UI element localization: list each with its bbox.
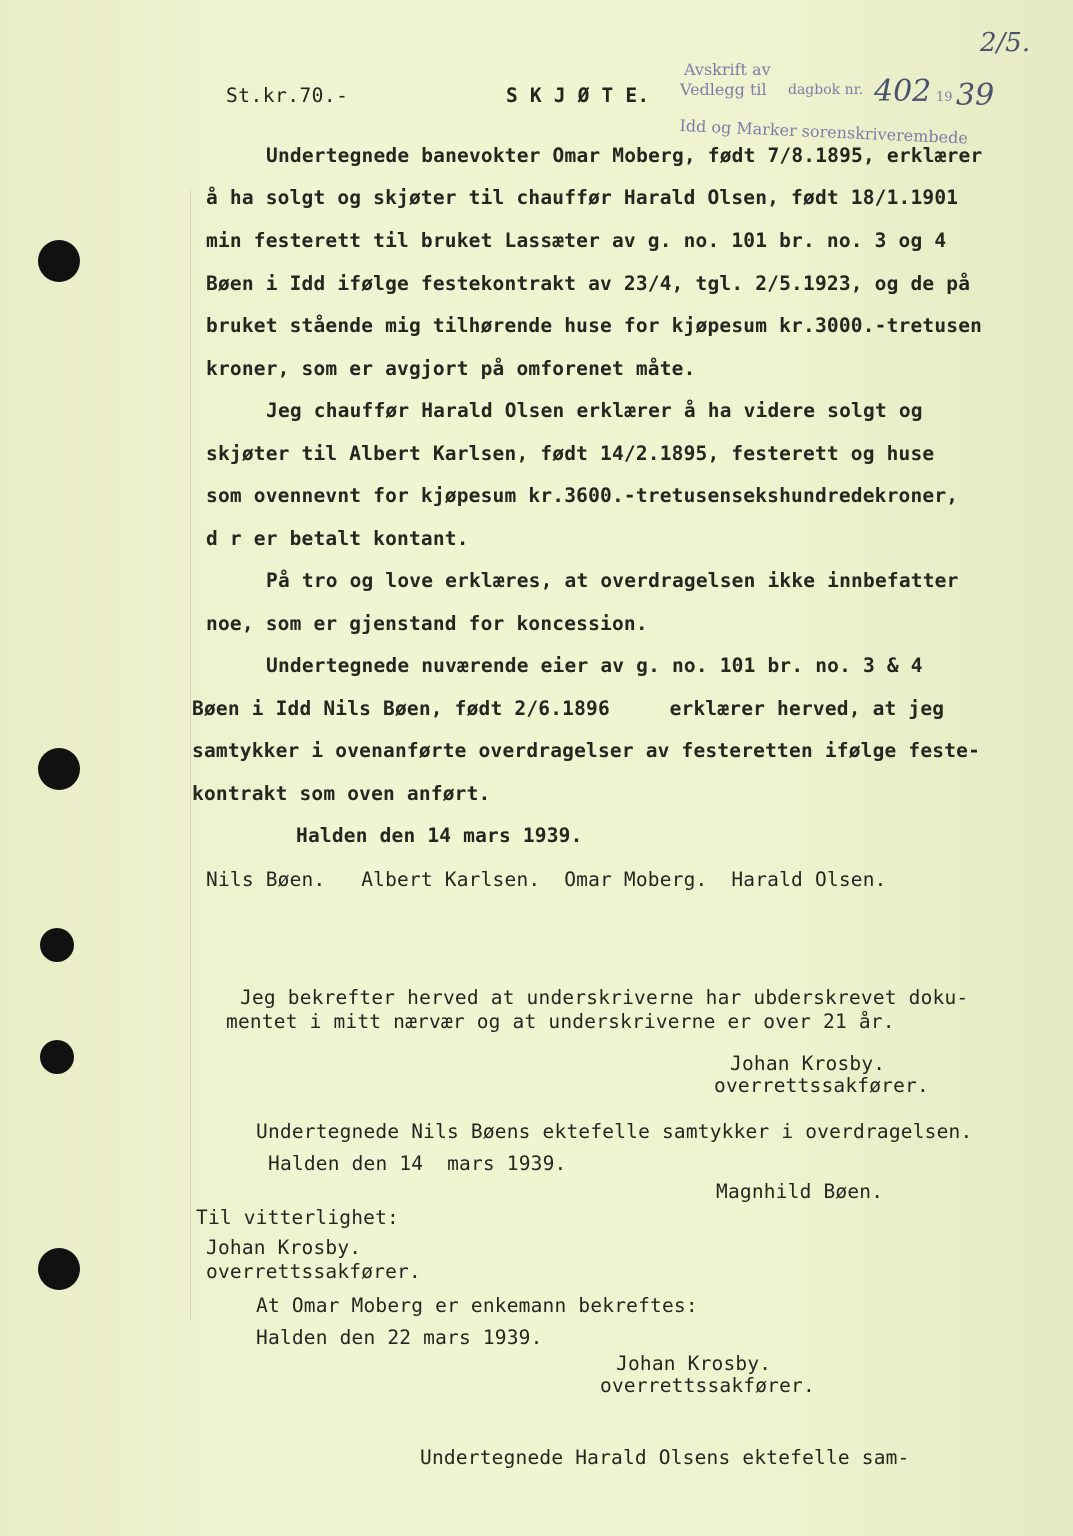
witness-name: Johan Krosby.: [206, 1236, 362, 1259]
continuation-line: Undertegnede Harald Olsens ektefelle sam-: [420, 1446, 910, 1469]
doc-title: S K J Ø T E.: [506, 84, 650, 107]
punch-hole-3: [40, 928, 74, 962]
body-line-14: Bøen i Idd Nils Bøen, født 2/6.1896 erklærer herved, at jeg: [192, 697, 945, 720]
body-line-5: bruket stående mig tilhørende huse for kjøpesum kr.3000.-tretusen: [206, 314, 983, 337]
body-line-2: å ha solgt og skjøter til chauffør Harald Olsen, født 18/1.1901: [206, 186, 959, 209]
punch-hole-5: [38, 1248, 80, 1290]
attestation-line-1: Jeg bekrefter herved at underskriverne har ubderskrevet doku-: [240, 986, 969, 1009]
stamp-office: Idd og Marker sorenskriverembede: [679, 116, 969, 148]
attestation-line-2: mentet i mitt nærvær og at underskriverne er over 21 år.: [226, 1010, 895, 1033]
body-line-6: kroner, som er avgjort på omforenet måte.: [206, 357, 696, 380]
widower-signer-title: overrettssakfører.: [600, 1374, 815, 1397]
body-line-12: noe, som er gjenstand for koncession.: [206, 612, 648, 635]
stamp-year-prefix: 19: [936, 90, 953, 105]
widower-date: Halden den 22 mars 1939.: [256, 1326, 543, 1349]
stamp-line-1: Avskrift av: [684, 60, 771, 79]
body-line-16: kontrakt som oven anført.: [192, 782, 491, 805]
body-line-3: min festerett til bruket Lassæter av g. no. 101 br. no. 3 og 4: [206, 229, 947, 252]
stamp-dagbok: dagbok nr.: [788, 82, 864, 98]
punch-hole-4: [40, 1040, 74, 1074]
handwritten-number: 402: [874, 74, 932, 109]
attestation-signer-title: overrettssakfører.: [714, 1074, 929, 1097]
punch-hole-1: [38, 240, 80, 282]
body-line-8: skjøter til Albert Karlsen, født 14/2.1895, festerett og huse: [206, 442, 935, 465]
body-line-1: Undertegnede banevokter Omar Moberg, født 7/8.1895, erklærer: [266, 144, 983, 167]
widower-statement: At Omar Moberg er enkemann bekreftes:: [256, 1294, 698, 1317]
body-line-9: som ovennevnt for kjøpesum kr.3600.-tretusensekshundredekroner,: [206, 484, 959, 507]
body-line-10: d r er betalt kontant.: [206, 527, 469, 550]
body-line-15: samtykker i ovenanførte overdragelser av festeretten ifølge feste-: [192, 739, 981, 762]
widower-signer-name: Johan Krosby.: [616, 1352, 772, 1375]
body-line-4: Bøen i Idd ifølge festekontrakt av 23/4, tgl. 2/5.1923, og de på: [206, 272, 971, 295]
spouse-consent-date: Halden den 14 mars 1939.: [268, 1152, 567, 1175]
body-line-11: På tro og love erklæres, at overdragelsen ikke innbefatter: [266, 569, 959, 592]
corner-mark: 2/5.: [980, 28, 1031, 58]
doc-reference: St.kr.70.-: [226, 84, 349, 107]
witness-title: overrettssakfører.: [206, 1260, 421, 1283]
body-line-17: Halden den 14 mars 1939.: [296, 824, 583, 847]
spouse-consent-line: Undertegnede Nils Bøens ektefelle samtykker i overdragelsen.: [256, 1120, 973, 1143]
spouse-signature: Magnhild Bøen.: [716, 1180, 884, 1203]
handwritten-year: 39: [956, 78, 995, 113]
signatures-line: Nils Bøen. Albert Karlsen. Omar Moberg. Harald Olsen.: [206, 868, 887, 891]
stamp-line-2: Vedlegg til: [680, 80, 767, 99]
punch-hole-2: [38, 748, 80, 790]
witness-heading: Til vitterlighet:: [196, 1206, 399, 1229]
body-line-13: Undertegnede nuværende eier av g. no. 101 br. no. 3 & 4: [266, 654, 923, 677]
attestation-signer-name: Johan Krosby.: [730, 1052, 886, 1075]
body-line-7: Jeg chauffør Harald Olsen erklærer å ha videre solgt og: [266, 399, 923, 422]
margin-fold: [190, 190, 191, 1320]
